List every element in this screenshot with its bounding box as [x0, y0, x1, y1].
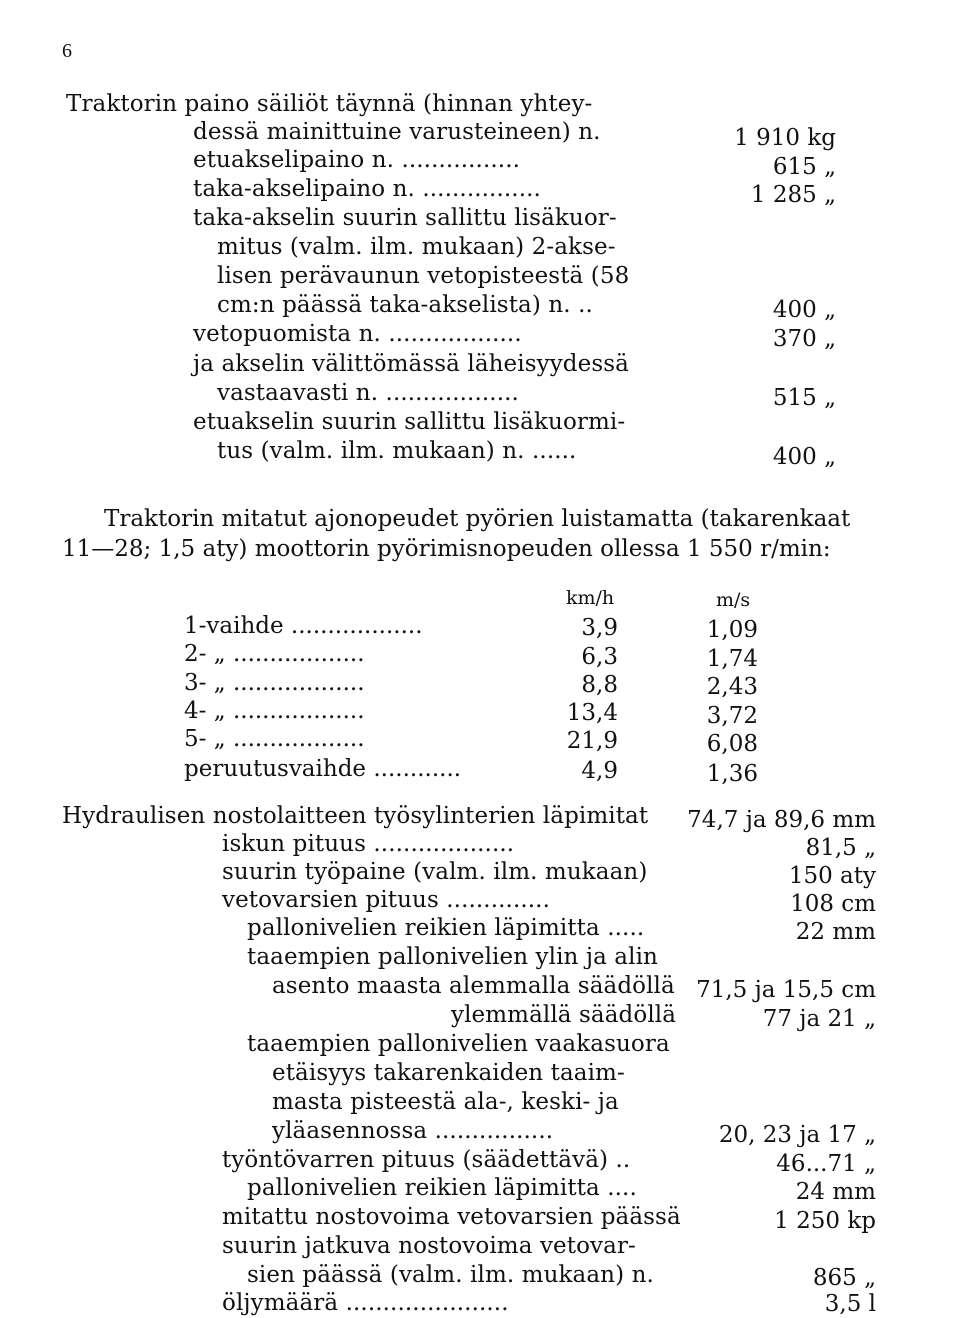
speed-ms: 1,74 [706, 646, 758, 672]
page-number: 6 [62, 40, 72, 62]
text-line: pallonivelien reikien läpimitta .... [247, 1175, 637, 1201]
text-line: mitus (valm. ilm. mukaan) 2-akse- [217, 234, 616, 260]
value-cell: 24 mm [795, 1179, 876, 1205]
value-cell: 20, 23 ja 17 „ [718, 1122, 876, 1148]
text-line: asento maasta alemmalla säädöllä [272, 973, 675, 999]
text-line: vastaavasti n. .................. [217, 380, 519, 406]
text-line: mitattu nostovoima vetovarsien päässä [222, 1204, 681, 1230]
value-cell: 3,5 l [824, 1291, 876, 1317]
column-header-ms: m/s [716, 589, 751, 611]
text-line: cm:n päässä taka-akselista) n. .. [217, 292, 593, 318]
text-line: iskun pituus ................... [222, 831, 515, 857]
text-line: vetovarsien pituus .............. [222, 887, 551, 913]
text-line: dessä mainittuine varusteineen) n. [193, 119, 601, 145]
value-cell: 22 mm [795, 919, 876, 945]
text-line: suurin työpaine (valm. ilm. mukaan) [222, 859, 648, 885]
text-line: taaempien pallonivelien vaakasuora [247, 1031, 670, 1057]
speed-ms: 6,08 [706, 731, 758, 757]
speed-kmh: 4,9 [581, 758, 618, 784]
text-line: yläasennossa ................ [272, 1118, 554, 1144]
speeds-intro-line: 11—28; 1,5 aty) moottorin pyörimisnopeuden ollessa 1 550 r/min: [62, 536, 831, 562]
text-line: taaempien pallonivelien ylin ja alin [247, 944, 658, 970]
text-line: Hydraulisen nostolaitteen työsylinterien läpimitat [62, 803, 649, 829]
value-cell: 865 „ [812, 1265, 876, 1291]
value-cell: 400 „ [772, 297, 836, 323]
speed-kmh: 13,4 [566, 700, 618, 726]
speed-kmh: 8,8 [581, 672, 618, 698]
value-cell: 81,5 „ [805, 835, 876, 861]
speed-ms: 2,43 [706, 674, 758, 700]
value-cell: 615 „ [772, 154, 836, 180]
text-line: sien päässä (valm. ilm. mukaan) n. [247, 1262, 654, 1288]
value-cell: 46...71 „ [776, 1151, 876, 1177]
text-line: etäisyys takarenkaiden taaim- [272, 1060, 625, 1086]
value-cell: 515 „ [772, 385, 836, 411]
text-line: lisen perävaunun vetopisteestä (58 [217, 263, 630, 289]
value-cell: 77 ja 21 „ [762, 1006, 876, 1032]
speed-kmh: 6,3 [581, 644, 618, 670]
gear-label: 1-vaihde .................. [184, 613, 423, 639]
gear-label: peruutusvaihde ............ [184, 756, 462, 782]
speeds-intro-line: Traktorin mitatut ajonopeudet pyörien luistamatta (takarenkaat [104, 506, 851, 532]
text-line: taka-akselin suurin sallittu lisäkuor- [193, 205, 617, 231]
text-line: masta pisteestä ala-, keski- ja [272, 1089, 619, 1115]
speed-kmh: 3,9 [581, 615, 618, 641]
text-line: ja akselin välittömässä läheisyydessä [193, 351, 629, 377]
text-line: ylemmällä säädöllä [451, 1002, 677, 1028]
text-line: vetopuomista n. .................. [193, 321, 522, 347]
speed-kmh: 21,9 [566, 728, 618, 754]
text-line: öljymäärä ...................... [222, 1290, 509, 1316]
column-header-kmh: km/h [566, 587, 615, 609]
value-cell: 71,5 ja 15,5 cm [696, 977, 876, 1003]
value-cell: 1 910 kg [734, 125, 836, 151]
value-cell: 1 285 „ [750, 182, 836, 208]
value-cell: 108 cm [790, 891, 876, 917]
gear-label: 3- „ .................. [184, 670, 365, 696]
text-line: pallonivelien reikien läpimitta ..... [247, 915, 645, 941]
speed-ms: 3,72 [706, 703, 758, 729]
value-cell: 150 aty [788, 863, 876, 889]
value-cell: 370 „ [772, 326, 836, 352]
gear-label: 2- „ .................. [184, 641, 365, 667]
speed-ms: 1,36 [706, 761, 758, 787]
value-cell: 74,7 ja 89,6 mm [687, 807, 876, 833]
speed-ms: 1,09 [706, 617, 758, 643]
text-line: etuakselipaino n. ................ [193, 147, 521, 173]
text-line: suurin jatkuva nostovoima vetovar- [222, 1233, 636, 1259]
text-line: etuakselin suurin sallittu lisäkuormi- [193, 409, 626, 435]
value-cell: 400 „ [772, 444, 836, 470]
gear-label: 4- „ .................. [184, 698, 365, 724]
gear-label: 5- „ .................. [184, 726, 365, 752]
value-cell: 1 250 kp [774, 1208, 876, 1234]
text-line: taka-akselipaino n. ................ [193, 176, 541, 202]
text-line: Traktorin paino säiliöt täynnä (hinnan yhtey- [66, 91, 593, 117]
text-line: tus (valm. ilm. mukaan) n. ...... [217, 438, 577, 464]
text-line: työntövarren pituus (säädettävä) .. [222, 1147, 631, 1173]
